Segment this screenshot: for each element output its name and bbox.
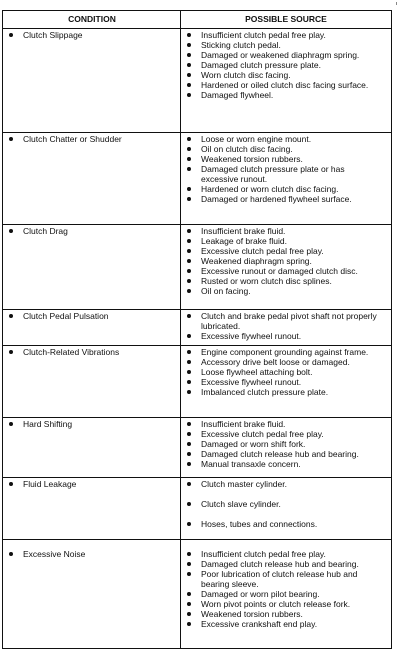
bullet-icon bbox=[187, 167, 191, 171]
bullet-icon bbox=[187, 314, 191, 318]
bullet-icon bbox=[187, 572, 191, 576]
bullet-icon bbox=[9, 314, 13, 318]
source-item: Excessive flywheel runout. bbox=[183, 377, 383, 387]
header-possible-source: POSSIBLE SOURCE bbox=[245, 14, 327, 24]
bullet-icon bbox=[187, 390, 191, 394]
bullet-icon bbox=[187, 33, 191, 37]
source-item: Insufficient clutch pedal free play. bbox=[183, 549, 383, 559]
bullet-icon bbox=[187, 289, 191, 293]
bullet-icon bbox=[9, 422, 13, 426]
table-row bbox=[3, 539, 391, 647]
source-item: Damaged or weakened diaphragm spring. bbox=[183, 50, 383, 60]
bullet-icon bbox=[187, 360, 191, 364]
source-item: Damaged or worn pilot bearing. bbox=[183, 589, 383, 599]
bullet-icon bbox=[187, 229, 191, 233]
source-list bbox=[183, 30, 383, 100]
condition-text: Hard Shifting bbox=[23, 419, 73, 429]
source-item: Hoses, tubes and connections. bbox=[183, 519, 383, 529]
source-item: Damaged or hardened flywheel surface. bbox=[183, 194, 383, 204]
source-item: Clutch and brake pedal pivot shaft not properly lubricated. bbox=[183, 311, 383, 331]
source-item: Weakened torsion rubbers. bbox=[183, 609, 383, 619]
condition-text: Excessive Noise bbox=[23, 549, 86, 559]
source-item: Excessive clutch pedal free play. bbox=[183, 246, 383, 256]
bullet-icon bbox=[187, 452, 191, 456]
table-row bbox=[3, 224, 391, 310]
source-list bbox=[183, 549, 383, 629]
source-item: Hardened or oiled clutch disc facing surface. bbox=[183, 80, 383, 90]
condition-cell bbox=[9, 134, 177, 144]
bullet-icon bbox=[187, 334, 191, 338]
table-row bbox=[3, 345, 391, 418]
source-item: Imbalanced clutch pressure plate. bbox=[183, 387, 383, 397]
table-header bbox=[3, 11, 391, 29]
source-item: Worn clutch disc facing. bbox=[183, 70, 383, 80]
table-row bbox=[3, 28, 391, 133]
bullet-icon bbox=[187, 73, 191, 77]
source-item: Damaged clutch pressure plate. bbox=[183, 60, 383, 70]
source-item: Excessive clutch pedal free play. bbox=[183, 429, 383, 439]
condition-cell bbox=[9, 549, 177, 559]
bullet-icon bbox=[187, 422, 191, 426]
source-item: Excessive runout or damaged clutch disc. bbox=[183, 266, 383, 276]
condition-cell bbox=[9, 30, 177, 40]
source-item: Weakened torsion rubbers. bbox=[183, 154, 383, 164]
bullet-icon bbox=[187, 83, 191, 87]
bullet-icon bbox=[187, 380, 191, 384]
bullet-icon bbox=[187, 552, 191, 556]
bullet-icon bbox=[187, 602, 191, 606]
source-item: Worn pivot points or clutch release fork. bbox=[183, 599, 383, 609]
condition-cell bbox=[9, 347, 177, 357]
table-row bbox=[3, 132, 391, 225]
bullet-icon bbox=[187, 259, 191, 263]
condition-text: Clutch Slippage bbox=[23, 30, 83, 40]
source-item: Oil on facing. bbox=[183, 286, 383, 296]
source-item: Damaged clutch release hub and bearing. bbox=[183, 449, 383, 459]
source-item: Clutch slave cylinder. bbox=[183, 499, 383, 509]
condition-cell bbox=[9, 479, 177, 489]
bullet-icon bbox=[187, 522, 191, 526]
source-list bbox=[183, 347, 383, 397]
bullet-icon bbox=[187, 442, 191, 446]
bullet-icon bbox=[187, 350, 191, 354]
condition-cell bbox=[9, 311, 177, 321]
condition-text: Clutch Pedal Pulsation bbox=[23, 311, 109, 321]
source-item: Engine component grounding against frame. bbox=[183, 347, 383, 357]
bullet-icon bbox=[9, 552, 13, 556]
source-item: Excessive crankshaft end play. bbox=[183, 619, 383, 629]
bullet-icon bbox=[9, 229, 13, 233]
condition-text: Fluid Leakage bbox=[23, 479, 77, 489]
bullet-icon bbox=[187, 462, 191, 466]
bullet-icon bbox=[9, 33, 13, 37]
condition-text: Clutch Drag bbox=[23, 226, 68, 236]
bullet-icon bbox=[187, 93, 191, 97]
source-item: Rusted or worn clutch disc splines. bbox=[183, 276, 383, 286]
bullet-icon bbox=[187, 279, 191, 283]
source-item: Insufficient clutch pedal free play. bbox=[183, 30, 383, 40]
bullet-icon bbox=[187, 239, 191, 243]
source-item: Damaged clutch pressure plate or has excessive runout. bbox=[183, 164, 383, 184]
bullet-icon bbox=[187, 63, 191, 67]
source-item: Oil on clutch disc facing. bbox=[183, 144, 383, 154]
diagnosis-table bbox=[2, 10, 392, 649]
source-item: Damaged flywheel. bbox=[183, 90, 383, 100]
source-item: Manual transaxle concern. bbox=[183, 459, 383, 469]
bullet-icon bbox=[187, 482, 191, 486]
bullet-icon bbox=[187, 53, 191, 57]
source-item: Loose flywheel attaching bolt. bbox=[183, 367, 383, 377]
bullet-icon bbox=[187, 562, 191, 566]
source-item: Insufficient brake fluid. bbox=[183, 226, 383, 236]
condition-cell bbox=[9, 226, 177, 236]
source-item: Sticking clutch pedal. bbox=[183, 40, 383, 50]
bullet-icon bbox=[187, 269, 191, 273]
bullet-icon bbox=[9, 482, 13, 486]
source-list bbox=[183, 419, 383, 469]
bullet-icon bbox=[9, 137, 13, 141]
source-item: Poor lubrication of clutch release hub and bearing sleeve. bbox=[183, 569, 383, 589]
source-item: Weakened diaphragm spring. bbox=[183, 256, 383, 266]
bullet-icon bbox=[187, 197, 191, 201]
bullet-icon bbox=[187, 502, 191, 506]
bullet-icon bbox=[187, 187, 191, 191]
table-row bbox=[3, 477, 391, 540]
scan-mark bbox=[396, 2, 397, 5]
source-item: Insufficient brake fluid. bbox=[183, 419, 383, 429]
source-item: Accessory drive belt loose or damaged. bbox=[183, 357, 383, 367]
table-row bbox=[3, 417, 391, 478]
source-list bbox=[183, 134, 383, 204]
source-list bbox=[183, 226, 383, 296]
bullet-icon bbox=[187, 137, 191, 141]
source-item: Clutch master cylinder. bbox=[183, 479, 383, 489]
bullet-icon bbox=[9, 350, 13, 354]
bullet-icon bbox=[187, 622, 191, 626]
source-item: Damaged or worn shift fork. bbox=[183, 439, 383, 449]
condition-text: Clutch-Related Vibrations bbox=[23, 347, 120, 357]
condition-cell bbox=[9, 419, 177, 429]
source-list bbox=[183, 311, 383, 341]
bullet-icon bbox=[187, 592, 191, 596]
source-item: Leakage of brake fluid. bbox=[183, 236, 383, 246]
bullet-icon bbox=[187, 612, 191, 616]
bullet-icon bbox=[187, 432, 191, 436]
source-item: Excessive flywheel runout. bbox=[183, 331, 383, 341]
bullet-icon bbox=[187, 157, 191, 161]
bullet-icon bbox=[187, 43, 191, 47]
bullet-icon bbox=[187, 147, 191, 151]
source-item: Loose or worn engine mount. bbox=[183, 134, 383, 144]
bullet-icon bbox=[187, 249, 191, 253]
table-row bbox=[3, 309, 391, 346]
source-item: Damaged clutch release hub and bearing. bbox=[183, 559, 383, 569]
source-list bbox=[183, 479, 383, 539]
bullet-icon bbox=[187, 370, 191, 374]
condition-text: Clutch Chatter or Shudder bbox=[23, 134, 122, 144]
header-condition: CONDITION bbox=[68, 14, 116, 24]
source-item: Hardened or worn clutch disc facing. bbox=[183, 184, 383, 194]
